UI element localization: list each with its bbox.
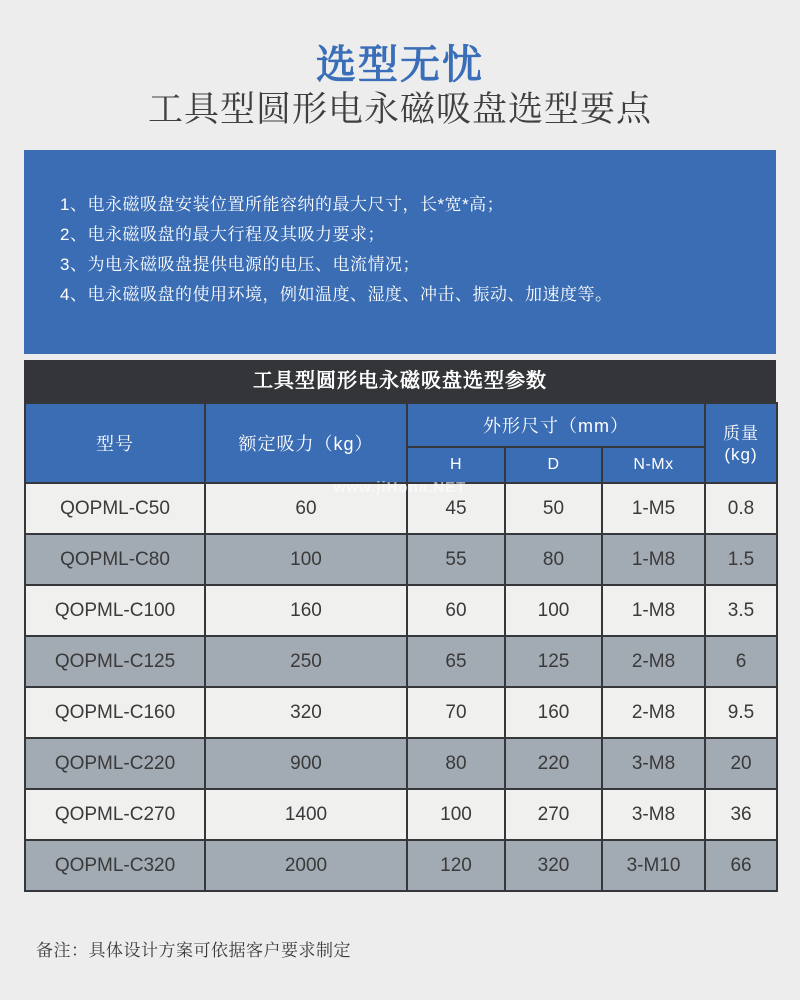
cell-nmx: 1-M8 [602,585,705,636]
cell-suction: 320 [205,687,407,738]
cell-h: 120 [407,840,505,891]
guideline-item-2: 2、电永磁吸盘的最大行程及其吸力要求； [60,225,385,244]
spec-table [24,402,778,892]
cell-model: QOPML-C220 [25,738,205,789]
cell-model: QOPML-C160 [25,687,205,738]
cell-d: 50 [505,483,602,534]
weight-unit-label: (kg) [724,445,758,464]
cell-nmx: 1-M8 [602,534,705,585]
cell-h: 65 [407,636,505,687]
cell-h: 70 [407,687,505,738]
cell-weight: 1.5 [705,534,777,585]
guideline-item-1: 1、电永磁吸盘安装位置所能容纳的最大尺寸，长*宽*高； [60,195,505,214]
cell-weight: 20 [705,738,777,789]
col-header-model: 型号 [25,403,205,483]
col-header-weight [705,403,777,483]
cell-d: 80 [505,534,602,585]
cell-model: QOPML-C50 [25,483,205,534]
table-row-qopml-c320 [25,840,777,891]
cell-d: 125 [505,636,602,687]
table-row-qopml-c160 [25,687,777,738]
cell-suction: 2000 [205,840,407,891]
cell-weight: 36 [705,789,777,840]
guideline-item-4: 4、电永磁吸盘的使用环境，例如温度、湿度、冲击、振动、加速度等。 [60,285,613,304]
table-row-qopml-c50 [25,483,777,534]
cell-h: 55 [407,534,505,585]
cell-h: 100 [407,789,505,840]
cell-suction: 1400 [205,789,407,840]
cell-model: QOPML-C320 [25,840,205,891]
spec-table-section [24,360,776,892]
page-subtitle: 工具型圆形电永磁吸盘选型要点 [147,90,652,129]
cell-h: 80 [407,738,505,789]
table-title-bar: 工具型圆形电永磁吸盘选型参数 [24,360,776,402]
cell-model: QOPML-C270 [25,789,205,840]
cell-d: 270 [505,789,602,840]
weight-label: 质量 [723,424,760,443]
table-row-qopml-c80 [25,534,777,585]
guideline-item-3: 3、为电永磁吸盘提供电源的电压、电流情况； [60,255,420,274]
col-header-d: D [505,447,602,483]
cell-nmx: 2-M8 [602,636,705,687]
watermark-text: www.jiHona.NET [333,479,467,496]
cell-d: 160 [505,687,602,738]
cell-nmx: 1-M5 [602,483,705,534]
spec-table-header [25,403,777,483]
col-header-suction: 额定吸力（kg） [205,403,407,483]
cell-d: 320 [505,840,602,891]
cell-weight: 3.5 [705,585,777,636]
spec-table-body [25,483,777,891]
cell-d: 220 [505,738,602,789]
table-row-qopml-c125 [25,636,777,687]
col-header-dimensions: 外形尺寸（mm） [407,403,705,447]
cell-weight: 66 [705,840,777,891]
cell-h: 60 [407,585,505,636]
footer-note: 备注：具体设计方案可依据客户要求制定 [36,941,351,960]
page-title: 选型无忧 [316,43,484,87]
cell-suction: 250 [205,636,407,687]
cell-nmx: 3-M8 [602,789,705,840]
cell-suction: 160 [205,585,407,636]
cell-nmx: 3-M8 [602,738,705,789]
cell-suction: 100 [205,534,407,585]
cell-model: QOPML-C80 [25,534,205,585]
cell-suction: 60 [205,483,407,534]
col-header-nmx: N-Mx [602,447,705,483]
table-row-qopml-c100 [25,585,777,636]
cell-weight: 0.8 [705,483,777,534]
cell-d: 100 [505,585,602,636]
selection-guidelines-box [24,150,776,354]
cell-weight: 6 [705,636,777,687]
table-row-qopml-c270 [25,789,777,840]
cell-nmx: 3-M10 [602,840,705,891]
table-row-qopml-c220 [25,738,777,789]
cell-suction: 900 [205,738,407,789]
cell-model: QOPML-C100 [25,585,205,636]
col-header-h: H [407,447,505,483]
cell-model: QOPML-C125 [25,636,205,687]
cell-weight: 9.5 [705,687,777,738]
cell-h: 45 [407,483,505,534]
cell-nmx: 2-M8 [602,687,705,738]
